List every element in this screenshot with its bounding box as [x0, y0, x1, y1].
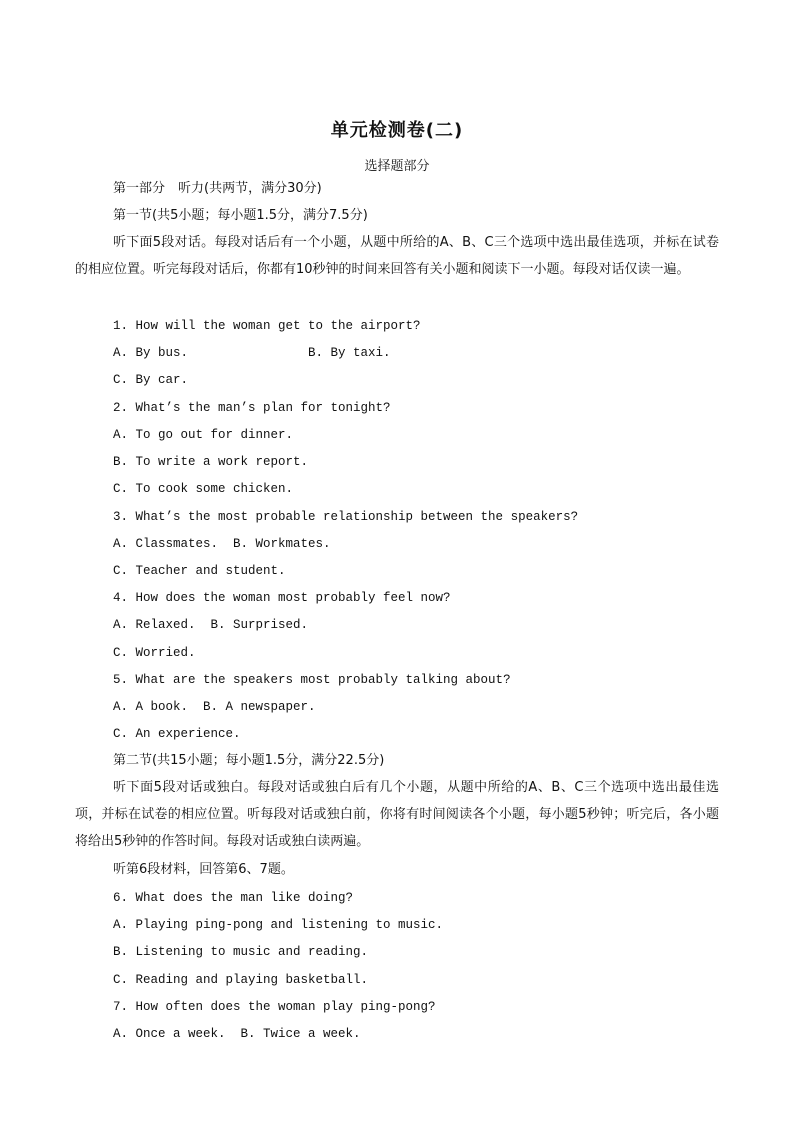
question-5-options-ab: A. A book. B. A newspaper. [113, 700, 316, 714]
question-5: 5. What are the speakers most probably talking about? [113, 673, 511, 687]
question-2: 2. What’s the man’s plan for tonight? [113, 401, 391, 415]
question-1: 1. How will the woman get to the airport? [113, 319, 421, 333]
question-6-option-b: B. Listening to music and reading. [113, 945, 369, 959]
question-3: 3. What’s the most probable relationship between the speakers? [113, 510, 579, 524]
section2-heading: 第二节(共15小题；每小题1.5分，满分22.5分) [113, 753, 385, 768]
section1-heading: 第一节(共5小题；每小题1.5分，满分7.5分) [113, 208, 368, 223]
question-4-option-c: C. Worried. [113, 646, 196, 660]
question-4: 4. How does the woman most probably feel now? [113, 591, 451, 605]
question-6: 6. What does the man like doing? [113, 891, 354, 905]
page-title: 单元检测卷(二) [330, 120, 464, 141]
question-1-option-a: A. By bus. [113, 346, 189, 360]
section2-instructions: 听下面5段对话或独白。每段对话或独白后有几个小题，从题中所给的A、B、C三个选项中选出最佳选项，并标在试卷的相应位置。听每段对话或独白前，你将有时间阅读各个小题，每小题5秒钟；听完后，各小题将给出5秒钟的作答时间。每段对话或独白读两遍。 [75, 780, 719, 849]
question-2-option-a: A. To go out for dinner. [113, 428, 294, 442]
question-6-option-a: A. Playing ping-pong and listening to music. [113, 918, 444, 932]
question-7: 7. How often does the woman play ping-pong? [113, 1000, 436, 1014]
material-6-instruction: 听第6段材料，回答第6、7题。 [113, 862, 294, 877]
question-2-option-b: B. To write a work report. [113, 455, 309, 469]
question-7-options-ab: A. Once a week. B. Twice a week. [113, 1027, 361, 1041]
question-3-option-c: C. Teacher and student. [113, 564, 286, 578]
page-subtitle: 选择题部分 [364, 159, 430, 174]
question-3-options-ab: A. Classmates. B. Workmates. [113, 537, 331, 551]
question-4-options-ab: A. Relaxed. B. Surprised. [113, 618, 309, 632]
question-1-option-c: C. By car. [113, 373, 189, 387]
part1-heading: 第一部分 听力(共两节，满分30分) [113, 181, 322, 196]
question-2-option-c: C. To cook some chicken. [113, 482, 294, 496]
question-1-option-b: B. By taxi. [308, 346, 391, 360]
question-6-option-c: C. Reading and playing basketball. [113, 973, 369, 987]
section1-instructions: 听下面5段对话。每段对话后有一个小题，从题中所给的A、B、C三个选项中选出最佳选项，并标在试卷的相应位置。听完每段对话后，你都有10秒钟的时间来回答有关小题和阅读下一小题。每段对话仅读一遍。 [75, 235, 719, 277]
question-5-option-c: C. An experience. [113, 727, 241, 741]
